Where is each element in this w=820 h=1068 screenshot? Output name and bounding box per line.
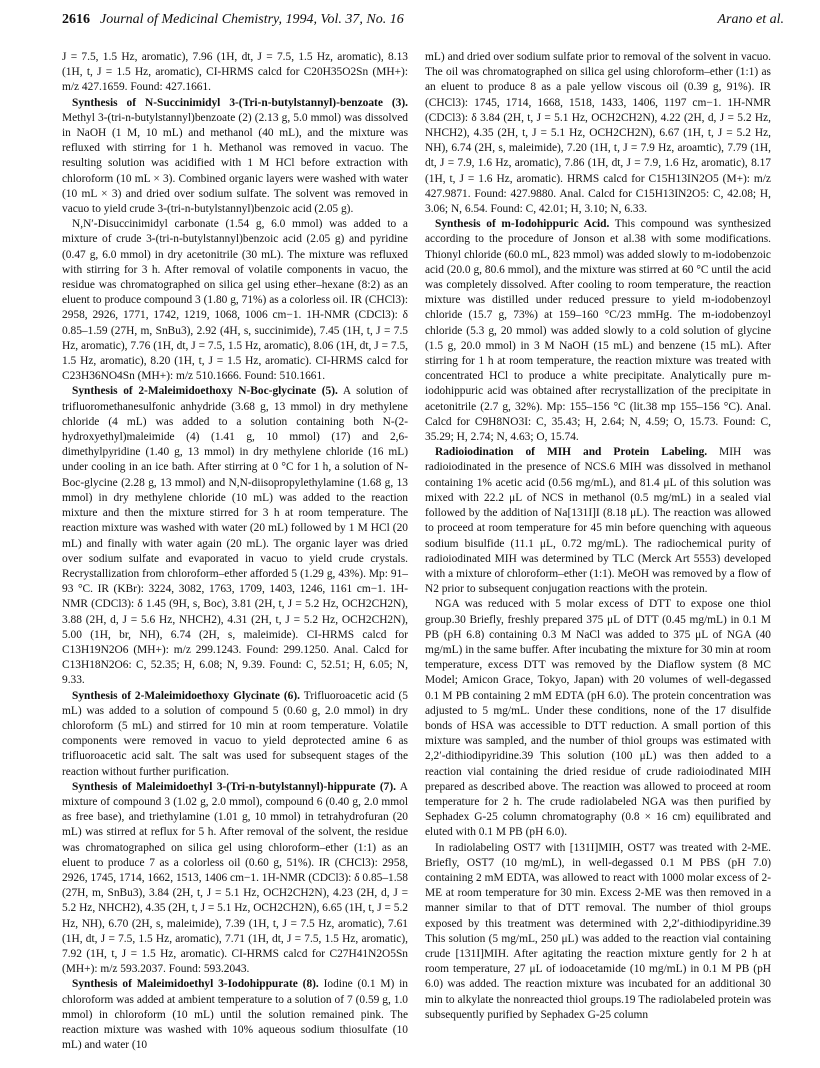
paragraph bbox=[62, 217, 408, 384]
paragraph bbox=[425, 445, 771, 597]
section-heading: Synthesis of Maleimidoethyl 3-(Tri-n-butylstannyl)-hippurate (7). bbox=[72, 780, 396, 793]
paragraph bbox=[425, 841, 771, 1023]
paragraph-text: Methyl 3-(tri-n-butylstannyl)benzoate (2) (2.13 g, 5.0 mmol) was dissolved in NaOH (1 M, 10 mL) and methanol (40 mL), and the mixture was refluxed with stirring for 1 h. Methanol was removed in vacuo. The resulting solution was acidified with 1 M HCl before extraction with chloroform (10 mL × 3). Combined organic layers were washed with water (10 mL × 3) and dried over sodium sulfate. The solvent was removed in vacuo to yield crude 3-(tri-n-butylstannyl)benzoic acid (2.05 g). bbox=[62, 111, 408, 216]
section-heading: Synthesis of 2-Maleimidoethoxy Glycinate (6). bbox=[72, 689, 301, 702]
paragraph bbox=[62, 977, 408, 1053]
paragraph-text: MIH was radioiodinated in the presence of NCS.6 MIH was dissolved in methanol containing 1% acetic acid (0.56 mg/mL), and 81.4 μL of this solution was mixed with 22.2 μL of NCS in methanol (0.5 mg/mL) in a sealed vial followed by the addition of Na[131I]I (8.18 μL). The reaction was allowed to proceed at room temperature for 45 min before quenching with aqueous sodium bisulfide (11.1 μL, 0.72 mg/mL). The radiochemical purity of radioiodinated MIH was determined by TLC (Merck Art 5553) developed with a mixture of chloroform–ether (1:1). MeOH was removed by a flow of N2 prior to subsequent conjugation reactions with the protein. bbox=[425, 446, 771, 596]
paragraph bbox=[62, 50, 408, 96]
paragraph-text: Trifluoroacetic acid (5 mL) was added to a solution of compound 5 (0.60 g, 2.0 mmol) in dry chloroform (5 mL) and stirred for 10 min at room temperature. Volatile components were removed in vacuo to yield deprotected amine 6 as trifluoroacetic acid salt. The salt was used for subsequent stages of the reaction without further purification. bbox=[62, 689, 408, 778]
paragraph-text: In radiolabeling OST7 with [131I]MIH, OST7 was treated with 2-ME. Briefly, OST7 (10 mg/mL), in well-degassed 0.1 M PBS (pH 7.0) containing 2 mM EDTA, was allowed to react with 1000 molar excess of 2-ME at room temperature for 30 min. Excess 2-ME was then removed in a manner similar to that of DTT removal. The number of thiol groups exposed by this treatment was determined with 2,2′-dithiodipyridine.39 This solution (5 mg/mL, 250 μL) was added to the reaction vial containing crude [131I]MIH. After agitating the reaction mixture gently for 2 h at room temperature, 27 μL of iodoacetamide (10 mg/mL) in 0.1 M PB (pH 6.0) was added. The reaction mixture was incubated for an additional 30 min to alkylate the nonreacted thiol groups.19 The radiolabeled protein was subsequently purified by Sephadex G-25 column bbox=[425, 841, 771, 1021]
paragraph bbox=[62, 96, 408, 218]
paragraph-text: N,N′-Disuccinimidyl carbonate (1.54 g, 6.0 mmol) was added to a mixture of crude 3-(tri-n-butylstannyl)benzoic acid (2.05 g) and pyridine (0.47 g, 6.0 mmol) in dry acetonitrile (30 mL). The mixture was refluxed with stirring for 3 h. After removal of volatile components in vacuo, the residue was chromatographed on silica gel using ether–hexane (8:2) as an eluent to produce compound 3 (1.80 g, 71%) as a colorless oil. IR (CHCl3): 2958, 2926, 1771, 1742, 1219, 1068, 1006 cm−1. 1H-NMR (CDCl3): δ 0.85–1.59 (27H, m, SnBu3), 2.92 (4H, s, succinimide), 7.45 (1H, t, J = 7.5 Hz, aromatic), 7.76 (1H, dt, J = 7.5, 1.5 Hz, aromatic), 8.06 (1H, dt, J = 7.5, 1.5 Hz, aromatic), 8.20 (1H, t, J = 1.5 Hz, aromatic). CI-HRMS calcd for C23H36NO4Sn (MH+): m/z 510.1666. Found: 510.1661. bbox=[62, 218, 408, 383]
right-column bbox=[425, 50, 771, 1023]
paragraph bbox=[62, 780, 408, 978]
paragraph-text: NGA was reduced with 5 molar excess of DTT to expose one thiol group.30 Briefly, freshly prepared 375 μL of DTT (0.45 mg/mL) in 0.1 M PB (pH 6.8) containing 0.3 M NaCl was added to 375 μL of NGA (40 mg/mL) in the same buffer. After incubating the mixture for 30 min at room temperature, excess DTT was removed by the Diaflow system (8 MC Model; Amicon Grace, Tokyo, Japan) with 20 volumes of well-degassed 0.1 M PB containing 2 mM EDTA (pH 6.0). The protein concentration was adjusted to 5 mg/mL. Under these conditions, none of the 17 disulfide bonds of HSA was accessible to DTT reduction. A small portion of this mixture was sampled, and the number of thiol groups was estimated with 2,2′-dithiodipyridine.39 This solution (100 μL) was then added to a reaction vial containing the dried residue of crude radioiodinated MIH prepared as described above. The reaction was allowed to proceed at room temperature for 2 h. The crude radiolabeled NGA was then purified by Sephadex G-25 column chromatography (0.8 × 16 cm) equilibrated and eluted with 0.1 M PB (pH 6.0). bbox=[425, 598, 771, 839]
left-column bbox=[62, 50, 408, 1053]
paragraph-text: J = 7.5, 1.5 Hz, aromatic), 7.96 (1H, dt, J = 7.5, 1.5 Hz, aromatic), 8.13 (1H, t, J = 1.5 Hz, aromatic), CI-HRMS calcd for C20H35O2Sn (MH+): m/z 427.1659. Found: 427.1661. bbox=[62, 51, 408, 94]
page-number: 2616 bbox=[62, 12, 90, 27]
paragraph-text: This compound was synthesized according to the procedure of Jonson et al.38 with some modifications. Thionyl chloride (60.0 mL, 823 mmol) was added slowly to m-iodobenzoic acid (20.0 g, 80.6 mmol), and the mixture was stirred at 60 °C until the acid was completely dissolved. After cooling to room temperature, the reaction mixture was distilled under reduced pressure to yield m-iodobenzoyl chloride (15.7 g, 73%) at 159–160 °C/23 mmHg. The m-iodobenzoyl chloride (5.3 g, 20 mmol) was added slowly to a cold solution of glycine (1.5 g, 20.0 mmol) in 3 M NaOH (15 mL) and benzene (15 mL). After stirring for 1 h at room temperature, the reaction mixture was treated with concentrated HCl to produce a white precipitate. Analytically pure m-iodohippuric acid was obtained after recrystallization of the precipitate in acetonitrile (2.7 g, 32%). Mp: 155–156 °C (lit.38 mp 155–156 °C). Anal. Calcd for C9H8NO3I: C, 35.43; H, 2.64; N, 4.59; O, 15.73. Found: C, 35.29; H, 2.74; N, 4.63; O, 15.74. bbox=[425, 218, 771, 444]
paragraph bbox=[425, 597, 771, 840]
section-heading: Synthesis of 2-Maleimidoethoxy N-Boc-glycinate (5). bbox=[72, 385, 338, 398]
section-heading: Synthesis of Maleimidoethyl 3-Iodohippurate (8). bbox=[72, 978, 319, 991]
paragraph bbox=[62, 689, 408, 780]
paragraph bbox=[62, 384, 408, 688]
paragraph-text: A solution of trifluoromethanesulfonic anhydride (3.68 g, 13 mmol) in dry methylene chloride (4 mL) was added to a solution containing both N-(2-hydroxyethyl)maleimide (4) (1.41 g, 10 mmol) (17) and 2,6-dimethylpyridine (1.40 g, 13 mmol) in dry methylene chloride (16 mL) under cooling in an ice bath. After stirring at 0 °C for 1 h, a solution of N-Boc-glycine (2.28 g, 13 mmol) and N,N-diisopropylethylamine (1.68 g, 13 mmol) in dry methylene chloride (10 mL) was added to the reaction mixture and then the mixture stirred for 3 h at room temperature. The reaction mixture was washed with water (20 mL) followed by 1 M HCl (20 mL) and finally with water again (20 mL). The organic layer was dried over sodium sulfate and evaporated in vacuo to yield crude crystals. Recrystallization from chloroform–ether afforded 5 (1.29 g, 43%). Mp: 91–93 °C. IR (KBr): 3224, 3082, 1763, 1709, 1403, 1246, 1161 cm−1. 1H-NMR (CDCl3): δ 1.45 (9H, s, Boc), 3.81 (2H, t, J = 5.2 Hz, OCH2CH2N), 3.88 (2H, d, J = 5.6 Hz, NHCH2), 4.31 (2H, t, J = 5.2 Hz, OCH2CH2N), 5.00 (1H, br, NH), 6.74 (2H, s, maleimide). CI-HRMS calcd for C13H19N2O6 (MH+): m/z 299.1243. Found: 299.1250. Anal. Calcd for C13H18N2O6: C, 52.35; H, 6.08; N, 9.39. Found: C, 52.51; H, 6.05; N, 9.33. bbox=[62, 385, 408, 687]
running-authors: Arano et al. bbox=[717, 12, 784, 27]
section-heading: Radioiodination of MIH and Protein Labeling. bbox=[435, 446, 708, 459]
paragraph bbox=[425, 50, 771, 217]
section-heading: Synthesis of N-Succinimidyl 3-(Tri-n-butylstannyl)-benzoate (3). bbox=[72, 96, 408, 109]
running-header bbox=[62, 12, 784, 34]
journal-citation: Journal of Medicinal Chemistry, 1994, Vol. 37, No. 16 bbox=[100, 12, 404, 27]
paragraph bbox=[425, 217, 771, 445]
section-heading: Synthesis of m-Iodohippuric Acid. bbox=[435, 218, 610, 231]
paragraph-text: Iodine (0.1 M) in chloroform was added at ambient temperature to a solution of 7 (0.59 g, 1.0 mmol) in chloroform (10 mL) until the solution remained pink. The reaction mixture was washed with 10% aqueous sodium thiosulfate (10 mL) and water (10 bbox=[62, 978, 408, 1052]
paragraph-text: A mixture of compound 3 (1.02 g, 2.0 mmol), compound 6 (0.40 g, 2.0 mmol as free base), and triethylamine (1.01 g, 10 mmol) in tetrahydrofuran (20 mL) was stirred at reflux for 5 h. After removal of the solvent, the residue was chromatographed on silica gel using chloroform–ether (1:1) as an eluent to produce 7 as a colorless oil (0.60 g, 51%). IR (CHCl3): 2958, 2926, 1745, 1714, 1662, 1513, 1406 cm−1. 1H-NMR (CDCl3): δ 0.85–1.58 (27H, m, SnBu3), 3.84 (2H, t, J = 5.1 Hz, OCH2CH2N), 4.23 (2H, d, J = 5.2 Hz, NHCH2), 4.35 (2H, t, J = 5.1 Hz, OCH2CH2N), 6.65 (1H, t, J = 5.2 Hz, NH), 6.70 (2H, s, maleimide), 7.39 (1H, t, J = 7.5 Hz, aromatic), 7.61 (1H, dt, J = 7.5, 1.5 Hz, aromatic), 7.71 (1H, dt, J = 7.5, 1.5 Hz, aromatic), 7.92 (1H, t, J = 1.5 Hz, aromatic). CI-HRMS calcd for C27H41N2O5Sn (MH+): m/z 593.2037. Found: 593.2043. bbox=[62, 780, 409, 976]
paragraph-text: mL) and dried over sodium sulfate prior to removal of the solvent in vacuo. The oil was chromatographed on silica gel using chloroform–ether (1:1) as an eluent to produce 8 as a pale yellow viscous oil (0.39 g, 91%). IR (CHCl3): 1745, 1714, 1668, 1518, 1433, 1406, 1197 cm−1. 1H-NMR (CDCl3): δ 3.84 (2H, t, J = 5.1 Hz, OCH2CH2N), 4.22 (2H, d, J = 5.2 Hz, NHCH2), 4.35 (2H, t, J = 5.1 Hz, OCH2CH2N), 6.67 (1H, t, J = 5.2 Hz, NH), 6.74 (2H, s, maleimide), 7.20 (1H, t, J = 7.9 Hz, aroamtic), 7.79 (1H, dt, J = 7.9, 1.6 Hz, aromatic), 7.86 (1H, dt, J = 7.9, 1.6 Hz, aromatic), 8.17 (1H, t, J = 1.6 Hz, aromatic). HRMS calcd for C15H13IN2O5 (M+): m/z 427.9871. Found: 427.9880. Anal. Calcd for C15H13IN2O5: C, 42.08; H, 3.06; N, 6.54. Found: C, 42.01; H, 3.10; N, 6.33. bbox=[425, 51, 771, 216]
